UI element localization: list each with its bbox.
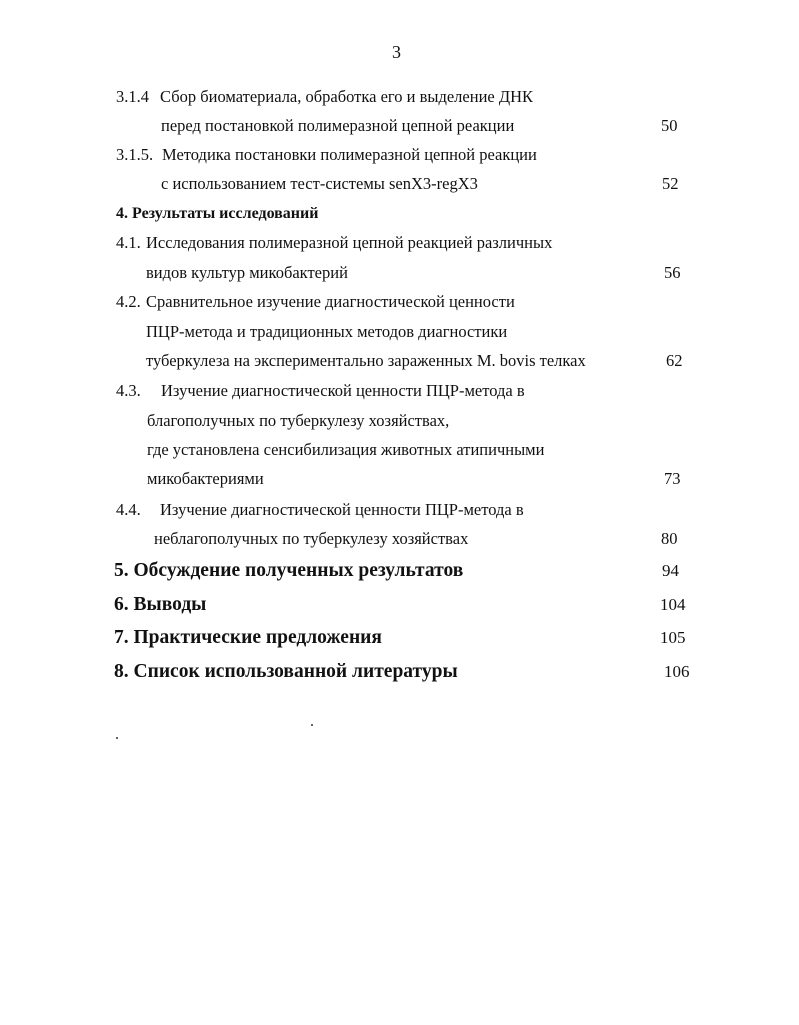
toc-entry-title: туберкулеза на экспериментально зараженных M. bovis телках xyxy=(146,351,586,370)
toc-entry-page: 106 xyxy=(664,662,690,681)
toc-entry-title: микобактериями xyxy=(147,469,264,488)
toc-entry-number: 4.4. xyxy=(116,500,141,519)
toc-heading-title: 6. Выводы xyxy=(114,594,207,615)
toc-entry-title: благополучных по туберкулезу хозяйствах, xyxy=(147,411,450,430)
toc-entry-number: 3.1.4 xyxy=(116,87,149,106)
toc-entry-title: Исследования полимеразной цепной реакцией различных xyxy=(146,233,553,252)
toc-heading-title: 5. Обсуждение полученных результатов xyxy=(114,560,464,581)
toc-heading-title: 8. Список использованной литературы xyxy=(114,661,458,682)
toc-entry-page: 50 xyxy=(661,116,678,135)
toc-entry-number: 4.2. xyxy=(116,292,141,311)
toc-entry-page: 73 xyxy=(664,469,681,488)
toc-entry-title: неблагополучных по туберкулезу хозяйствах xyxy=(154,529,469,548)
page-number: 3 xyxy=(392,42,401,62)
toc-entry-page: 80 xyxy=(661,529,678,548)
toc-entry-title: Методика постановки полимеразной цепной реакции xyxy=(162,145,537,164)
toc-entry-title: Сравнительное изучение диагностической ценности xyxy=(146,292,515,311)
toc-entry-title: Изучение диагностической ценности ПЦР-метода в xyxy=(160,500,524,519)
toc-entry-number: 3.1.5. xyxy=(116,145,154,164)
toc-entry-title: где установлена сенсибилизация животных атипичными xyxy=(147,440,545,459)
toc-entry-title: ПЦР-метода и традиционных методов диагностики xyxy=(146,322,508,341)
toc-heading-4: 4. Результаты исследований xyxy=(116,205,319,222)
toc-entry-page: 94 xyxy=(662,561,679,580)
toc-entry-page: 104 xyxy=(660,595,686,614)
toc-entry-page: 62 xyxy=(666,351,683,370)
toc-entry-number: 4.3. xyxy=(116,381,141,400)
scan-speck xyxy=(311,724,313,726)
toc-entry-page: 56 xyxy=(664,263,681,282)
toc-entry-title: видов культур микобактерий xyxy=(146,263,348,282)
scan-speck xyxy=(116,737,118,739)
toc-entry-title: перед постановкой полимеразной цепной реакции xyxy=(161,116,515,135)
toc-entry-title: Изучение диагностической ценности ПЦР-метода в xyxy=(161,381,525,400)
toc-entry-page: 52 xyxy=(662,174,679,193)
toc-entry-number: 4.1. xyxy=(116,233,141,252)
toc-entry-title: Сбор биоматериала, обработка его и выделение ДНК xyxy=(160,87,534,106)
toc-heading-title: 7. Практические предложения xyxy=(114,627,382,648)
toc-entry-title: с использованием тест-системы senX3-regX3 xyxy=(161,174,478,193)
toc-entry-page: 105 xyxy=(660,628,686,647)
